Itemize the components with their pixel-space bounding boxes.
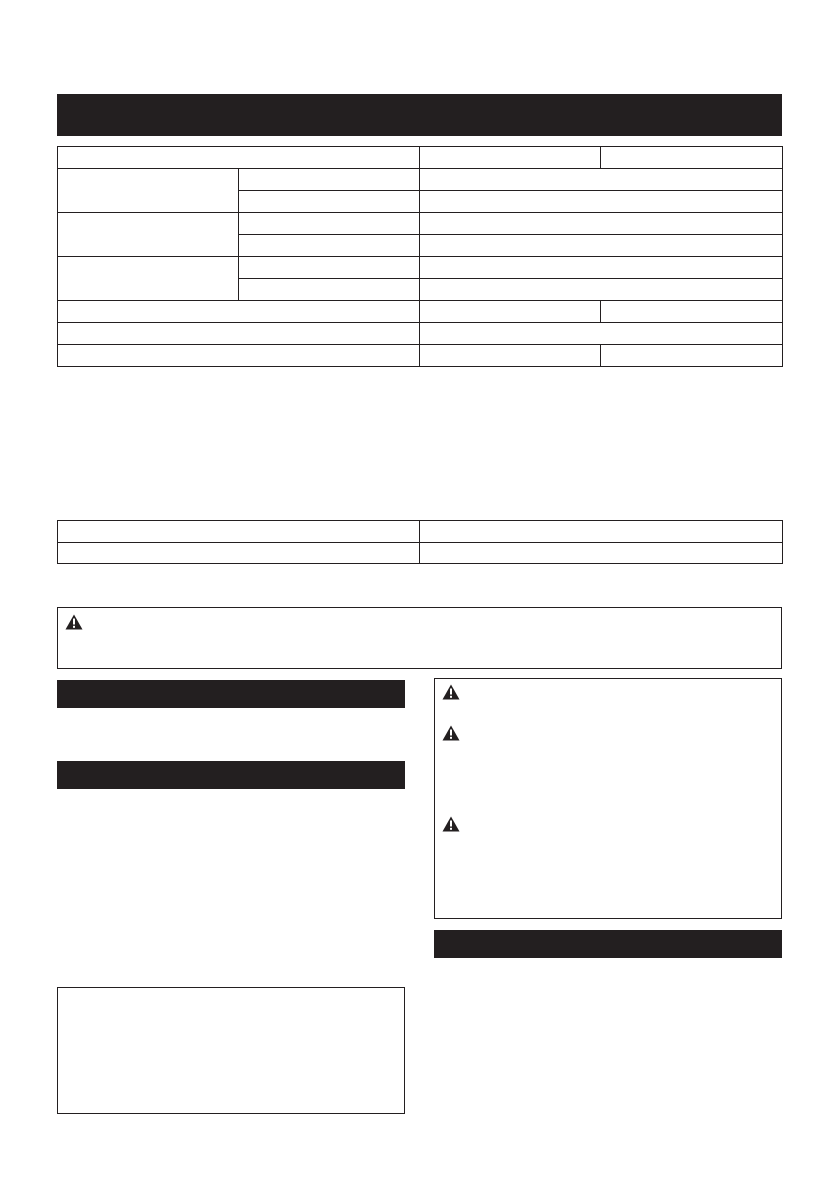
table-cell [58,301,420,323]
table-cell [420,543,783,564]
table-cell [420,301,601,323]
table-row [58,213,783,235]
table-cell [420,257,783,279]
table-cell [58,257,239,301]
table-cell [239,257,420,279]
warning-triangle-icon [65,614,83,630]
table-cell [420,521,783,543]
section-heading-bar [57,761,405,789]
warning-triangle-icon [442,725,460,741]
table-cell [601,147,783,169]
table-cell [420,213,783,235]
table-cell [58,147,420,169]
table-cell [239,279,420,301]
table-row [58,169,783,191]
section-heading-bar [57,680,405,708]
table-row [58,147,783,169]
table-cell [420,323,783,345]
table-row [58,323,783,345]
note-box [57,987,405,1114]
table-cell [58,345,420,367]
warning-box [57,607,782,669]
table-cell [420,345,601,367]
section-title-bar [57,94,782,136]
section-heading-bar [434,930,782,958]
table-cell [601,301,783,323]
table-row [58,521,783,543]
table-cell [58,323,420,345]
symbols-table [57,520,783,564]
table-cell [420,235,783,257]
table-cell [601,345,783,367]
warning-triangle-icon [442,816,460,832]
table-cell [58,213,239,257]
table-cell [239,191,420,213]
table-row [58,543,783,564]
table-row [58,301,783,323]
table-row [58,345,783,367]
table-row [58,257,783,279]
specifications-table [57,146,783,367]
table-cell [420,191,783,213]
warning-triangle-icon [442,684,460,700]
table-cell [239,213,420,235]
warnings-box [434,678,782,919]
table-cell [58,543,420,564]
table-cell [58,169,239,213]
table-cell [58,521,420,543]
table-cell [239,169,420,191]
table-cell [420,169,783,191]
table-cell [420,279,783,301]
table-cell [420,147,601,169]
table-cell [239,235,420,257]
